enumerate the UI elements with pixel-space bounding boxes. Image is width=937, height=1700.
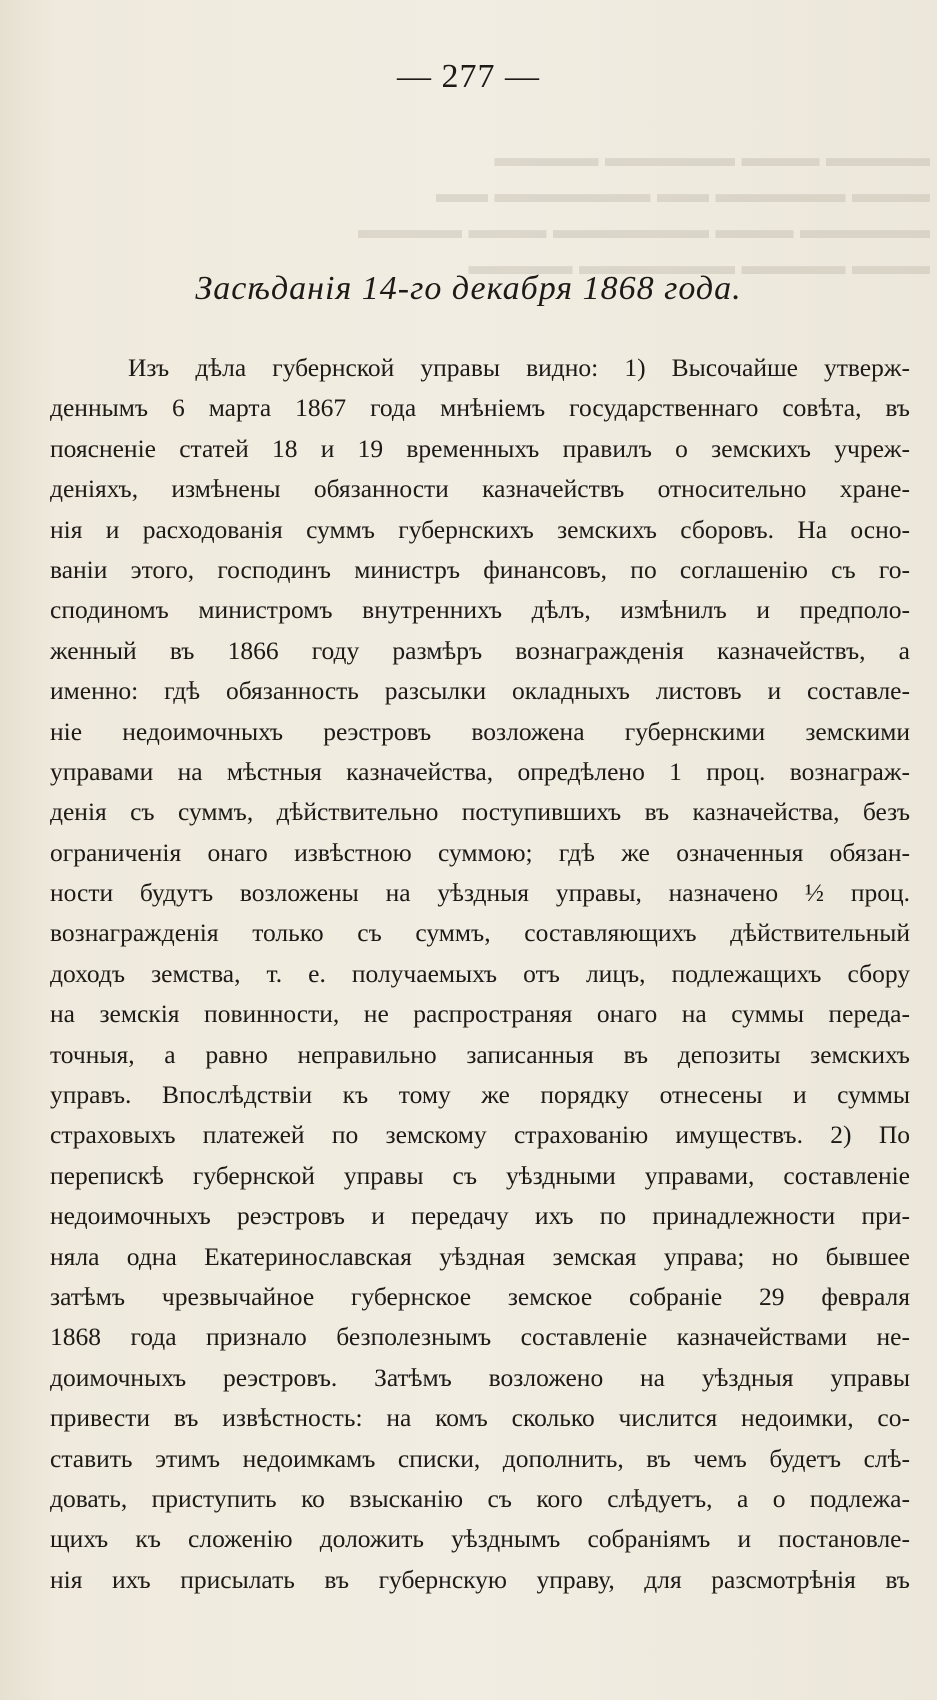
text-line: точныя, а равно неправильно записанныя въ депозиты земскихъ [50, 1039, 910, 1069]
text-line: 1868 года признало безполезнымъ составленіе казначействами не- [50, 1322, 910, 1352]
text-line: поясненіе статей 18 и 19 временныхъ правилъ о земскихъ учреж- [50, 433, 910, 463]
text-line: деннымъ 6 марта 1867 года мнѣніемъ государственнаго совѣта, въ [50, 393, 910, 423]
text-line: вознагражденія только съ суммъ, составляющихъ дѣйствительный [50, 918, 910, 948]
text-line: ваніи этого, господинъ министръ финансовъ, по соглашенію съ го- [50, 554, 910, 584]
page-number: — 277 — [397, 58, 540, 95]
text-line: денія съ суммъ, дѣйствительно поступившихъ въ казначейства, безъ [50, 797, 910, 827]
text-line: нія и расходованія суммъ губернскихъ земскихъ сборовъ. На осно- [50, 514, 910, 544]
bleed-through-texture: ▬▬▬▬ ▬▬▬ ▬▬▬▬▬ ▬▬▬▬ ▬▬▬ ▬▬▬▬▬ ▬▬ ▬▬▬▬▬▬ ▬▬ ▬▬▬▬▬ ▬▬▬ ▬▬▬▬▬▬ ▬▬▬ ▬▬▬▬ ▬▬▬ ▬▬▬▬ ▬▬▬▬▬▬ ▬▬▬▬ [358, 143, 930, 280]
body-text [50, 348, 910, 1600]
text-line: перепискѣ губернской управы съ уѣздными управами, составленіе [50, 1160, 910, 1190]
text-line: ности будутъ возложены на уѣздныя управы, назначено ½ проц. [50, 878, 910, 908]
text-line: нія ихъ присылать въ губернскую управу, для разсмотрѣнія въ [50, 1564, 910, 1594]
text-line: затѣмъ чрезвычайное губернское земское собраніе 29 февраля [50, 1281, 910, 1311]
text-line: сподиномъ министромъ внутреннихъ дѣлъ, измѣнилъ и предполо- [50, 595, 910, 625]
text-line: довать, приступить ко взысканію съ кого слѣдуетъ, а о подлежа- [50, 1483, 910, 1513]
text-line: няла одна Екатеринославская уѣздная земская управа; но бывшее [50, 1241, 910, 1271]
text-line: недоимочныхъ реэстровъ и передачу ихъ по принадлежности при- [50, 1201, 910, 1231]
text-line: привести въ извѣстность: на комъ сколько числится недоимки, со- [50, 1403, 910, 1433]
text-line: женный въ 1866 году размѣръ вознагражденія казначействъ, а [50, 635, 910, 665]
text-line: управами на мѣстныя казначейства, опредѣлено 1 проц. вознаграж- [50, 756, 910, 786]
text-line: деніяхъ, измѣнены обязанности казначействъ относительно хране- [50, 474, 910, 504]
text-line: ограниченія онаго извѣстною суммою; гдѣ же означенныя обязан- [50, 837, 910, 867]
text-line: щихъ къ сложенію доложить уѣзднымъ собраніямъ и постановле- [50, 1524, 910, 1554]
text-line: доимочныхъ реэстровъ. Затѣмъ возложено на уѣздныя управы [50, 1362, 910, 1392]
text-line: страховыхъ платежей по земскому страхованію имуществъ. 2) По [50, 1120, 910, 1150]
text-line: ніе недоимочныхъ реэстровъ возложена губернскими земскими [50, 716, 910, 746]
text-line: Изъ дѣла губернской управы видно: 1) Высочайше утверж- [128, 353, 910, 382]
text-line: ставить этимъ недоимкамъ списки, дополнить, въ чемъ будетъ слѣ- [50, 1443, 910, 1473]
text-line: именно: гдѣ обязанность разсылки окладныхъ листовъ и составле- [50, 676, 910, 706]
text-line: на земскія повинности, не распространяя онаго на суммы переда- [50, 999, 910, 1029]
text-line: доходъ земства, т. е. получаемыхъ отъ лицъ, подлежащихъ сбору [50, 958, 910, 988]
text-line: управъ. Впослѣдствіи къ тому же порядку отнесены и суммы [50, 1080, 910, 1110]
section-title: Засѣданія 14-го декабря 1868 года. [195, 270, 742, 307]
